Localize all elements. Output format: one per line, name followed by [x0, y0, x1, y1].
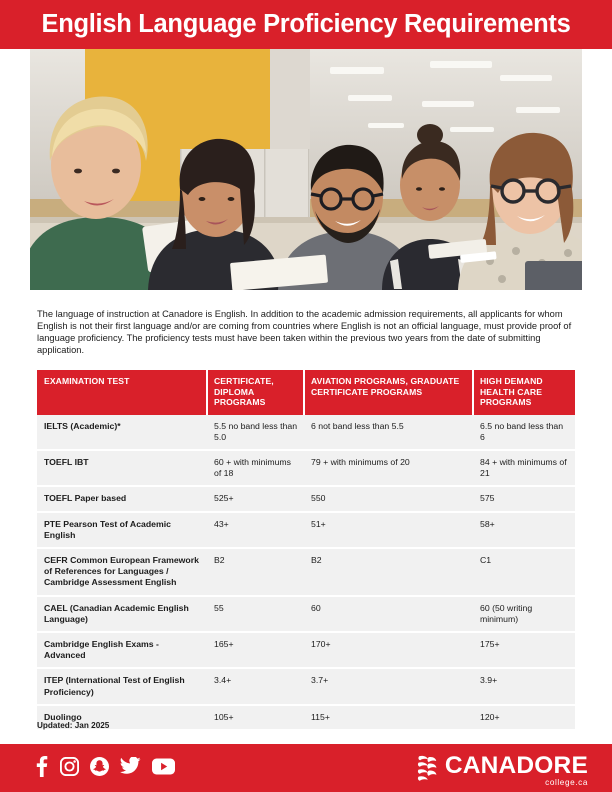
cell-certificate-diploma: 43+ [214, 518, 229, 529]
youtube-icon[interactable] [152, 758, 175, 775]
table-row [37, 451, 575, 487]
column-header-high-demand-health: HIGH DEMAND HEALTH CARE PROGRAMS [480, 376, 543, 407]
table-row [37, 669, 575, 705]
cell-test-name: CEFR Common European Framework of References for Languages / Cambridge Assessment English [44, 554, 199, 588]
instagram-icon[interactable] [60, 757, 79, 776]
cell-test-name: PTE Pearson Test of Academic English [44, 518, 171, 540]
intro-paragraph: The language of instruction at Canadore is English. In addition to the academic admission requirements, all applicants for whom English is not their first language and/or are coming from countries where English is not an official language, must provide proof of language proficiency. The proficiency tests must have been taken within the previous two years from the date of submitting application. [37, 309, 572, 356]
table-row [37, 706, 575, 731]
cell-test-name: TOEFL Paper based [44, 493, 127, 504]
cell-test-name: CAEL (Canadian Academic English Language) [44, 602, 189, 624]
facebook-icon[interactable] [34, 755, 49, 777]
canadore-logo-mark [416, 755, 440, 788]
canadore-logo [416, 753, 588, 788]
cell-high-demand-health: C1 [480, 554, 492, 565]
cell-aviation-graduate: 60 [311, 602, 321, 613]
cell-high-demand-health: 3.9+ [480, 675, 498, 686]
cell-aviation-graduate: 6 not band less than 5.5 [311, 420, 404, 431]
hero-photo [30, 49, 582, 290]
cell-certificate-diploma: B2 [214, 554, 225, 565]
page-title: English Language Proficiency Requirements [41, 9, 571, 38]
cell-test-name: IELTS (Academic)* [44, 420, 121, 431]
table-row [37, 513, 575, 549]
cell-high-demand-health: 575 [480, 493, 495, 504]
header-band [0, 0, 612, 49]
cell-certificate-diploma: 60 + with minimums of 18 [214, 456, 292, 479]
cell-test-name: TOEFL IBT [44, 456, 89, 467]
cell-aviation-graduate: 51+ [311, 518, 326, 529]
column-header-aviation-graduate: AVIATION PROGRAMS, GRADUATE CERTIFICATE PROGRAMS [305, 370, 474, 415]
twitter-icon[interactable] [120, 757, 141, 775]
updated-note: Updated: Jan 2025 [37, 721, 110, 730]
cell-aviation-graduate: 3.7+ [311, 675, 329, 686]
cell-aviation-graduate: 170+ [311, 638, 331, 649]
cell-high-demand-health: 6.5 no band less than 6 [480, 420, 564, 442]
cell-test-name: Cambridge English Exams - Advanced [44, 638, 159, 661]
cell-certificate-diploma: 3.4+ [214, 675, 232, 686]
canadore-tagline: college.ca [545, 778, 588, 787]
cell-aviation-graduate: 550 [311, 493, 326, 504]
column-header-certificate-diploma: CERTIFICATE, DIPLOMA PROGRAMS [208, 370, 305, 415]
cell-certificate-diploma: 105+ [214, 711, 234, 722]
footer-band [0, 744, 612, 792]
column-header-examination-test: EXAMINATION TEST [37, 370, 208, 415]
proficiency-requirements-table [37, 370, 575, 731]
cell-high-demand-health: 58+ [480, 518, 495, 529]
cell-certificate-diploma: 525+ [214, 493, 234, 504]
cell-high-demand-health: 175+ [480, 638, 500, 649]
cell-test-name: Duolingo [44, 711, 82, 722]
cell-certificate-diploma: 55 [214, 602, 224, 613]
cell-test-name: ITEP (International Test of English Proficiency) [44, 675, 185, 697]
table-row [37, 597, 575, 633]
table-row [37, 415, 575, 451]
canadore-logo-text [445, 753, 588, 787]
snapchat-icon[interactable] [90, 757, 109, 776]
cell-high-demand-health: 84 + with minimums of 21 [480, 456, 567, 479]
cell-aviation-graduate: B2 [311, 554, 322, 565]
table-row [37, 633, 575, 669]
social-links [34, 755, 175, 777]
table-header-row [37, 370, 575, 415]
cell-aviation-graduate: 79 + with minimums of 20 [311, 456, 410, 467]
cell-high-demand-health: 60 (50 writing minimum) [480, 602, 533, 624]
cell-high-demand-health: 120+ [480, 711, 500, 722]
cell-aviation-graduate: 115+ [311, 711, 330, 722]
hero-photo-illustration [30, 49, 582, 290]
table-row [37, 549, 575, 597]
canadore-wordmark: CANADORE [444, 752, 588, 779]
cell-certificate-diploma: 5.5 no band less than 5.0 [214, 420, 298, 442]
cell-certificate-diploma: 165+ [214, 638, 234, 649]
table-row [37, 487, 575, 512]
